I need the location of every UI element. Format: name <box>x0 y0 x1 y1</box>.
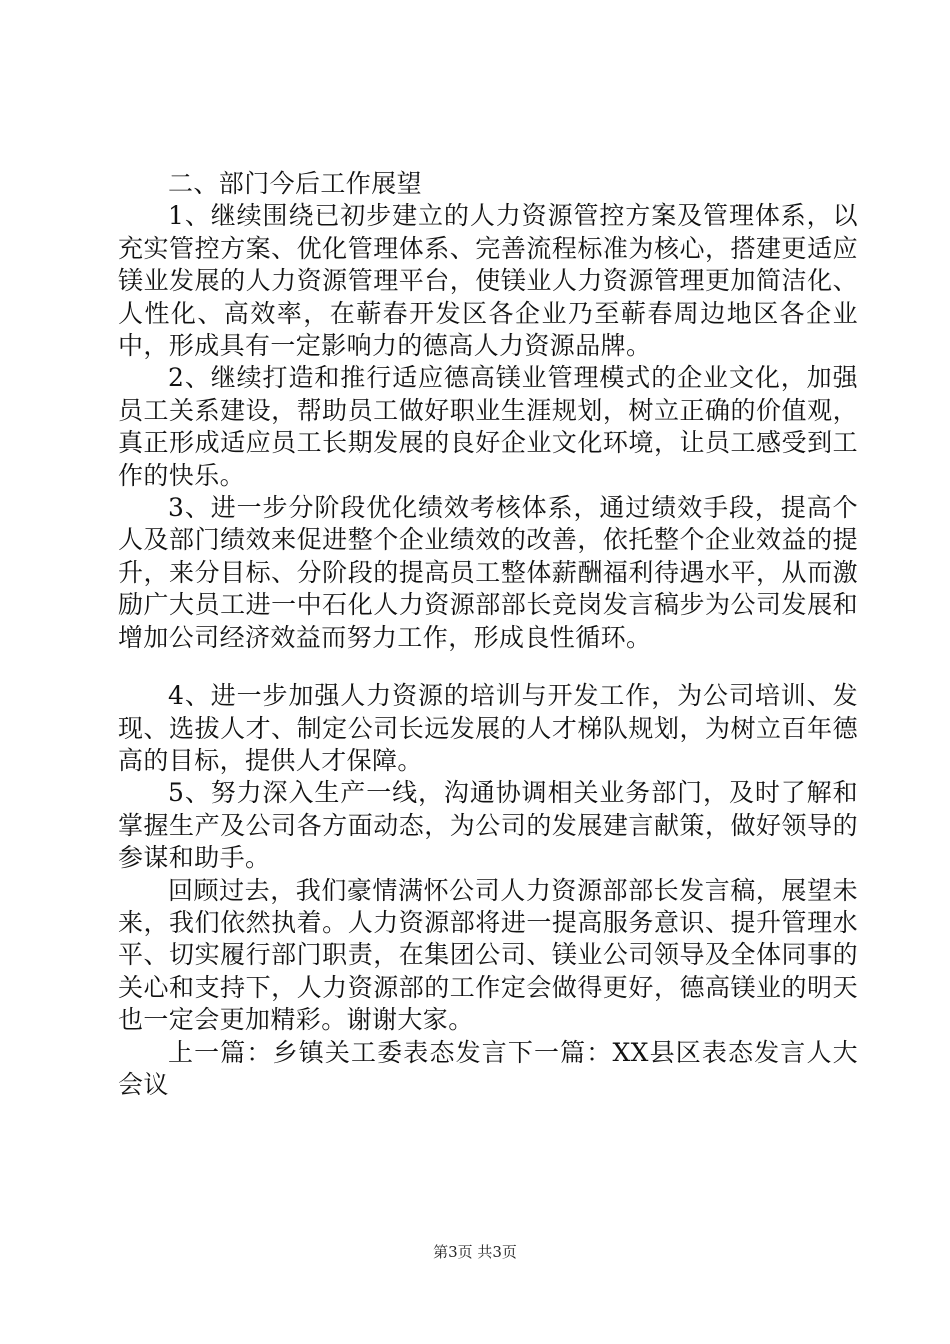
document-body <box>118 168 858 1101</box>
paragraph-2: 2、继续打造和推行适应德高镁业管理模式的企业文化，加强员工关系建设，帮助员工做好职业生涯规划，树立正确的价值观，真正形成适应员工长期发展的良好企业文化环境，让员工感受到工作的快乐。 <box>118 363 858 490</box>
paragraph-5: 5、努力深入生产一线，沟通协调相关业务部门，及时了解和掌握生产及公司各方面动态，为公司的发展建言献策，做好领导的参谋和助手。 <box>118 778 858 873</box>
paragraph-1: 1、继续围绕已初步建立的人力资源管控方案及管理体系，以充实管控方案、优化管理体系、完善流程标准为核心，搭建更适应镁业发展的人力资源管理平台，使镁业人力资源管理更加简洁化、人性化、高效率，在蕲春开发区各企业乃至蕲春周边地区各企业中，形成具有一定影响力的德高人力资源品牌。 <box>118 201 858 361</box>
paragraph-3: 3、进一步分阶段优化绩效考核体系，通过绩效手段，提高个人及部门绩效来促进整个企业绩效的改善，依托整个企业效益的提升，来分目标、分阶段的提高员工整体薪酬福利待遇水平，从而激励广大员工进一中石化人力资源部部长竞岗发言稿步为公司发展和增加公司经济效益而努力工作，形成良性循环。 <box>118 493 858 652</box>
paragraph-gap <box>118 654 858 680</box>
paragraph-closing: 回顾过去，我们豪情满怀公司人力资源部部长发言稿，展望未来，我们依然执着。人力资源部将进一提高服务意识、提升管理水平、切实履行部门职责，在集团公司、镁业公司领导及全体同事的关心和支持下，人力资源部的工作定会做得更好，德高镁业的明天也一定会更加精彩。谢谢大家。 <box>118 875 858 1035</box>
page-number: 第3页 共3页 <box>433 1243 517 1261</box>
section-heading: 二、部门今后工作展望 <box>168 169 423 198</box>
prev-next-links[interactable]: 上一篇：乡镇关工委表态发言下一篇：XX县区表态发言人大会议 <box>118 1037 858 1099</box>
paragraph-4: 4、进一步加强人力资源的培训与开发工作，为公司培训、发现、选拔人才、制定公司长远发展的人才梯队规划，为树立百年德高的目标，提供人才保障。 <box>118 681 858 775</box>
